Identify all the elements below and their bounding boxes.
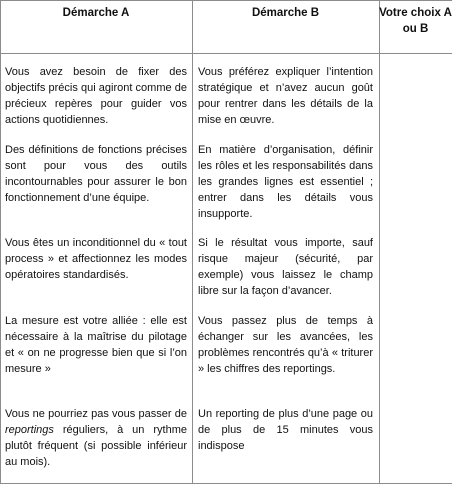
header-demarche-a: Démarche A: [62, 7, 130, 19]
row-3-demarche-a: Vous êtes un inconditionnel du « tout process » et affectionnez les modes opératoires standardisés.: [5, 237, 187, 281]
row-1-demarche-b: Vous préférez expliquer l’intention stratégique et n’avez aucun goût pour rentrer dans les détails de la mise en œuvre.: [198, 66, 373, 126]
table-top-border: [0, 0, 452, 1]
row-3-demarche-b: Si le résultat vous importe, sauf risque majeur (sécurité, par exemple) vous laissez le champ libre sur la façon d’avancer.: [198, 237, 373, 297]
left-border: [0, 0, 1, 484]
row-5-demarche-b: Un reporting de plus d’une page ou de plus de 15 minutes vous indispose: [198, 408, 373, 452]
row-1-choice-cell[interactable]: [380, 64, 452, 88]
row-5-a-prefix: Vous ne pourriez pas vous passer de: [5, 408, 187, 420]
row-2-demarche-a: Des définitions de fonctions précises sont pour vous des outils incontournables pour assurer le bon fonctionnement d’une équipe.: [5, 144, 187, 204]
row-4-demarche-a: La mesure est votre alliée : elle est nécessaire à la maîtrise du pilotage et « on ne progresse bien que si l’on mesure »: [5, 315, 187, 375]
row-5-demarche-a: [5, 406, 187, 470]
row-4-choice-cell[interactable]: [380, 313, 452, 337]
row-5-a-suffix: réguliers, à un rythme plutôt fréquent (si possible inférieur au mois).: [5, 424, 187, 468]
row-2-demarche-b: En matière d’organisation, définir les rôles et les responsabilités dans les grandes lignes est essentiel ; entrer dans les détails vous insupporte.: [198, 144, 373, 220]
header-demarche-b: Démarche B: [251, 7, 320, 19]
row-5-a-italic: reportings: [5, 424, 54, 436]
column-divider-a-b: [192, 0, 193, 484]
row-3-choice-cell[interactable]: [380, 235, 452, 259]
header-votre-choix: Votre choix A ou B: [379, 7, 452, 35]
row-5-choice-cell[interactable]: [380, 406, 452, 430]
row-1-demarche-a: Vous avez besoin de fixer des objectifs précis qui agiront comme de précieux repères pour guider vos actions quotidiennes.: [5, 66, 187, 126]
row-2-choice-cell[interactable]: [380, 142, 452, 166]
header-divider: [0, 53, 452, 54]
row-4-demarche-b: Vous passez plus de temps à échanger sur les avancées, les problèmes rencontrés qu’à « triturer » les chiffres des reportings.: [198, 315, 373, 375]
